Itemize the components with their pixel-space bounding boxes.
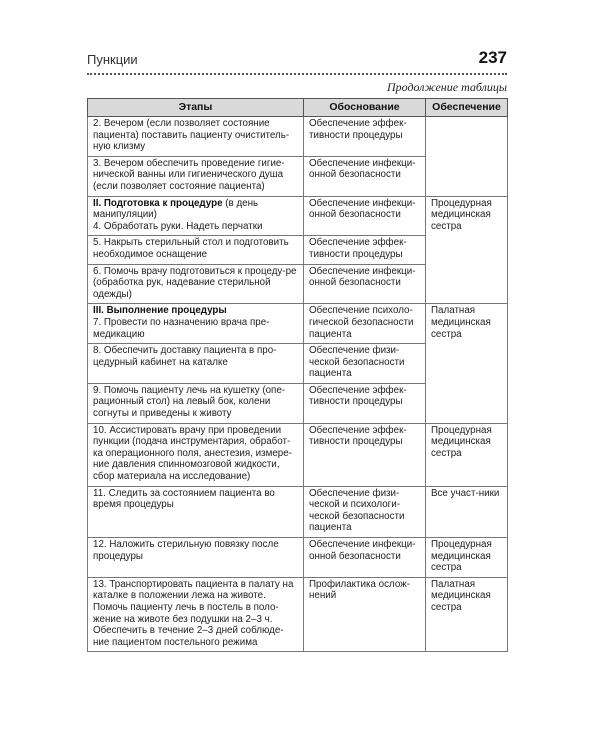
- reason-cell: Обеспечение инфекци-онной безопасности: [304, 538, 426, 578]
- column-header-reason: Обоснование: [304, 99, 426, 117]
- provision-cell: [426, 117, 508, 197]
- page-header: [87, 50, 507, 74]
- reason-cell: Обеспечение физи-ческой и психологи-ческой безопасности пациента: [304, 486, 426, 537]
- provision-cell: Процедурная медицинская сестра: [426, 538, 508, 578]
- column-header-provision: Обеспечение: [426, 99, 508, 117]
- section-heading-preparation: II. Подготовка к процедуре: [93, 197, 223, 209]
- stage-cell: 3. Вечером обеспечить проведение гигие-нической ванны или гигиенического душа (если позволяет состояние пациента): [88, 156, 304, 196]
- stage-cell: 2. Вечером (если позволяет состояние пациента) поставить пациенту очиститель-ную клизму: [88, 117, 304, 157]
- stage-cell: 10. Ассистировать врачу при проведении пункции (подача инструментария, обработ-ка операционного поля, анестезия, измере-ние давления спинномозговой жидкости, сбор материала на исследование): [88, 423, 304, 486]
- table-row: [88, 117, 508, 157]
- stage-cell: [88, 196, 304, 236]
- provision-cell: Палатная медицинская сестра: [426, 577, 508, 652]
- stage-cell: 5. Накрыть стерильный стол и подготовить необходимое оснащение: [88, 236, 304, 264]
- reason-cell: Обеспечение эффек-тивности процедуры: [304, 117, 426, 157]
- stage-text: 7. Провести по назначению врача пре-медикацию: [93, 316, 270, 340]
- section-title: Пункции: [87, 52, 138, 67]
- table-row: [88, 538, 508, 578]
- provision-cell: Процедурная медицинская сестра: [426, 196, 508, 304]
- provision-cell: Палатная медицинская сестра: [426, 304, 508, 423]
- stage-cell: 12. Наложить стерильную повязку после процедуры: [88, 538, 304, 578]
- stage-cell: 13. Транспортировать пациента в палату на каталке в положении лежа на животе. Помочь пациенту лечь в постель в поло-жение на животе без подушки на 2–3 ч. Обеспечить в течение 2–3 дней соблюде-ние пациентом постельного режима: [88, 577, 304, 652]
- stage-cell: [88, 304, 304, 344]
- provision-cell: Процедурная медицинская сестра: [426, 423, 508, 486]
- stage-cell: 9. Помочь пациенту лечь на кушетку (опе-рационный стол) на левый бок, колени согнуты и приведены к животу: [88, 383, 304, 423]
- reason-cell: Обеспечение инфекци-онной безопасности: [304, 264, 426, 304]
- column-header-stages: Этапы: [88, 99, 304, 117]
- section-heading-execution: III. Выполнение процедуры: [93, 305, 227, 317]
- reason-cell: Обеспечение психоло-гической безопасности пациента: [304, 304, 426, 344]
- table-row: [88, 577, 508, 652]
- table-row: [88, 304, 508, 344]
- table-row: [88, 196, 508, 236]
- reason-cell: Обеспечение инфекци-онной безопасности: [304, 196, 426, 236]
- stage-text: 4. Обработать руки. Надеть перчатки: [93, 220, 263, 232]
- stage-cell: 6. Помочь врачу подготовиться к процеду-ре (обработка рук, надевание стерильной одежды): [88, 264, 304, 304]
- table-row: [88, 486, 508, 537]
- reason-cell: Обеспечение эффек-тивности процедуры: [304, 423, 426, 486]
- table-header-row: [88, 99, 508, 117]
- stage-cell: 8. Обеспечить доставку пациента в про-цедурный кабинет на каталке: [88, 344, 304, 384]
- reason-cell: Обеспечение эффек-тивности процедуры: [304, 383, 426, 423]
- reason-cell: Обеспечение физи-ческой безопасности пациента: [304, 344, 426, 384]
- table-row: [88, 423, 508, 486]
- stage-cell: 11. Следить за состоянием пациента во время процедуры: [88, 486, 304, 537]
- reason-cell: Обеспечение эффек-тивности процедуры: [304, 236, 426, 264]
- reason-cell: Профилактика ослож-нений: [304, 577, 426, 652]
- table-continuation-note: Продолжение таблицы: [386, 80, 507, 94]
- section-note: (в день манипуляции): [93, 197, 259, 221]
- reason-cell: Обеспечение инфекци-онной безопасности: [304, 156, 426, 196]
- provision-cell: Все участ-ники: [426, 486, 508, 537]
- header-divider: [87, 73, 507, 75]
- page-number: 237: [478, 48, 507, 67]
- procedure-table: [87, 98, 508, 652]
